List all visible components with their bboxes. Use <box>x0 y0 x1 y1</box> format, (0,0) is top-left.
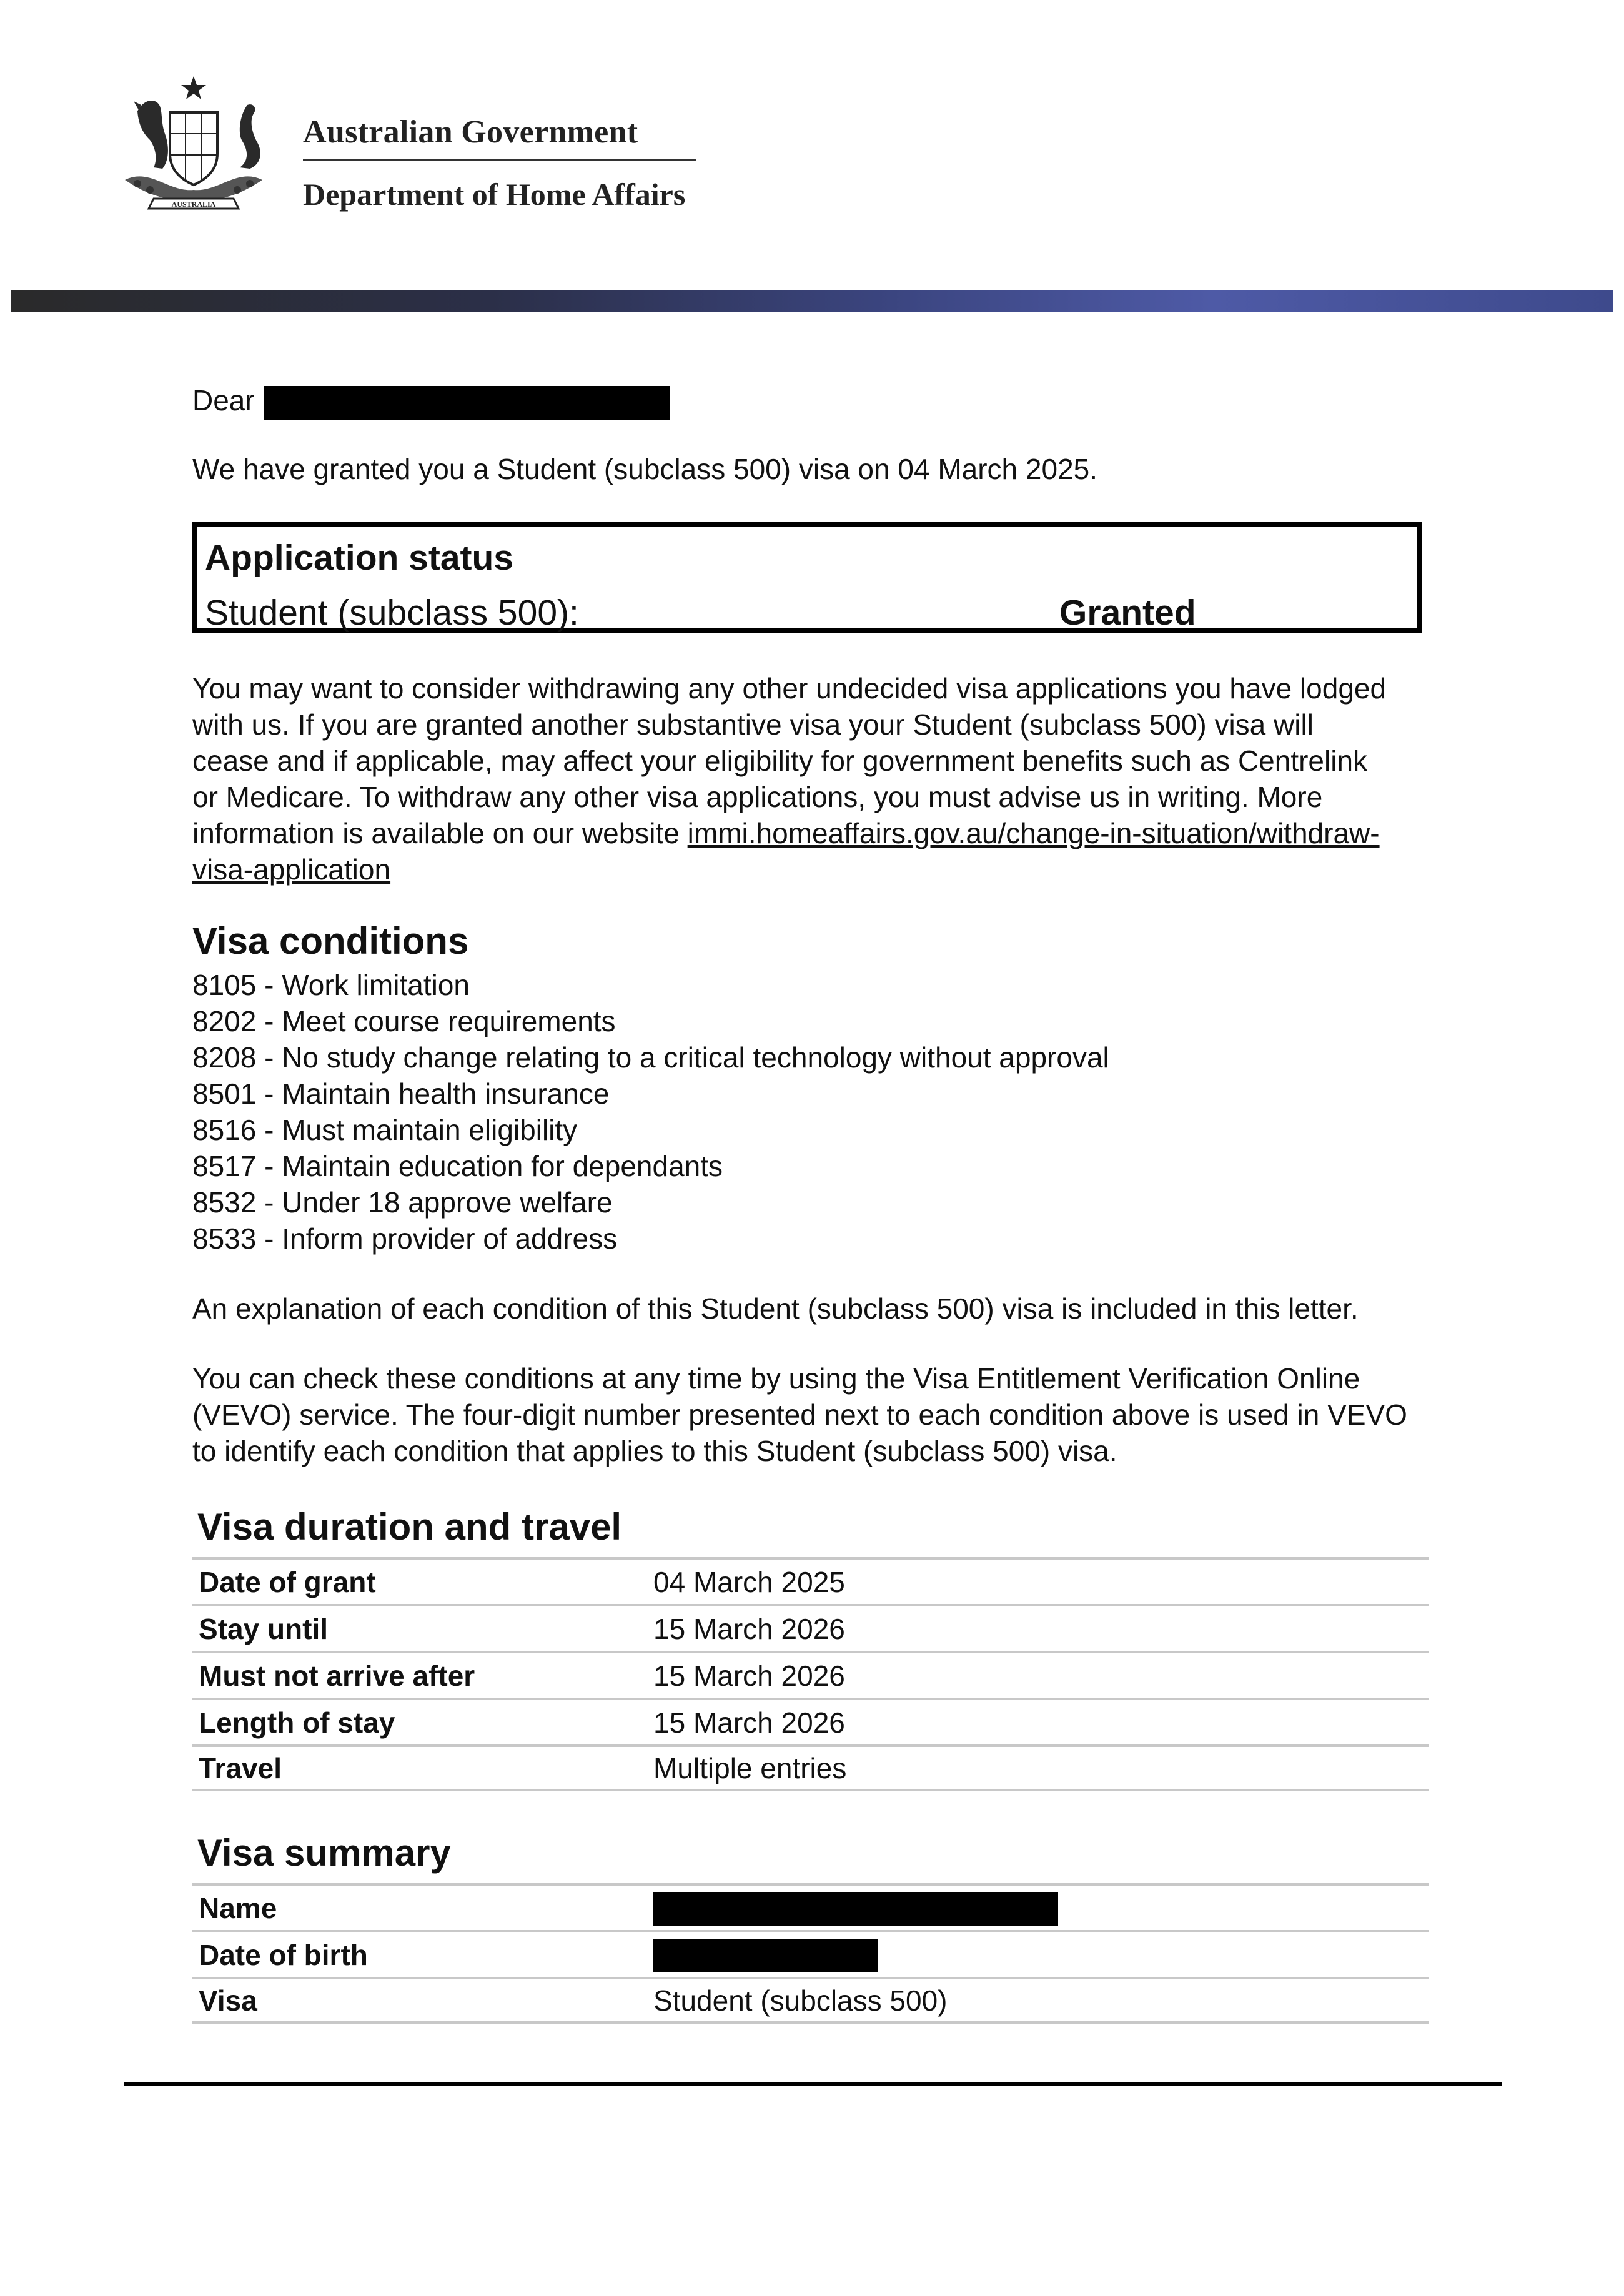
table-row <box>192 1744 1429 1791</box>
status-label: Student (subclass 500): <box>205 593 579 633</box>
table-row <box>192 1651 1429 1698</box>
row-label: Date of grant <box>199 1565 376 1598</box>
grant-intro: We have granted you a Student (subclass 500) visa on 04 March 2025. <box>192 453 1098 485</box>
condition-item: 8517 - Maintain education for dependants <box>192 1150 723 1182</box>
status-title: Application status <box>205 538 514 578</box>
condition-item: 8532 - Under 18 approve welfare <box>192 1186 613 1219</box>
row-label: Length of stay <box>199 1706 395 1739</box>
duration-table <box>192 1557 1429 1791</box>
row-value: 15 March 2026 <box>653 1659 845 1692</box>
redacted-date-of-birth <box>653 1939 878 1972</box>
row-value: Student (subclass 500) <box>653 1984 948 2017</box>
agency-name <box>303 114 696 212</box>
redacted-recipient-name <box>264 386 670 420</box>
conditions-explanation: An explanation of each condition of this Student (subclass 500) visa is included in this letter. <box>192 1292 1359 1325</box>
table-row <box>192 1977 1429 2024</box>
coat-of-arms-icon <box>100 74 287 217</box>
crest-scroll-text: AUSTRALIA <box>171 200 216 209</box>
vevo-paragraph: You can check these conditions at any time by using the Visa Entitlement Verification Online (VEVO) service. The four-digit number presented next to each condition above is used in VEVO to identify each condition that applies to this Student (subclass 500) visa. <box>192 1362 1407 1467</box>
condition-item: 8202 - Meet course requirements <box>192 1005 616 1037</box>
row-value: Multiple entries <box>653 1751 847 1784</box>
summary-heading: Visa summary <box>197 1832 451 1874</box>
table-row <box>192 1604 1429 1651</box>
table-row <box>192 1883 1429 1930</box>
condition-item: 8516 - Must maintain eligibility <box>192 1114 578 1146</box>
salutation: Dear <box>192 384 255 417</box>
conditions-list <box>192 967 1109 1257</box>
footer-divider <box>124 2082 1502 2086</box>
row-label: Travel <box>199 1751 282 1784</box>
salutation-line <box>192 382 670 420</box>
condition-item: 8533 - Inform provider of address <box>192 1222 618 1255</box>
row-value: 04 March 2025 <box>653 1565 845 1598</box>
row-label: Name <box>199 1891 277 1924</box>
redacted-name <box>653 1892 1058 1926</box>
condition-item: 8208 - No study change relating to a critical technology without approval <box>192 1041 1109 1074</box>
table-row <box>192 1698 1429 1744</box>
table-row <box>192 1557 1429 1604</box>
table-row <box>192 1930 1429 1977</box>
row-label: Stay until <box>199 1612 329 1645</box>
row-label: Date of birth <box>199 1938 368 1971</box>
summary-table <box>192 1883 1429 2024</box>
duration-heading: Visa duration and travel <box>197 1506 622 1548</box>
header-band <box>11 290 1613 312</box>
conditions-heading: Visa conditions <box>192 920 469 962</box>
condition-item: 8105 - Work limitation <box>192 969 470 1001</box>
status-value: Granted <box>1059 593 1196 633</box>
row-value: 15 March 2026 <box>653 1612 845 1645</box>
withdraw-paragraph <box>192 670 1398 888</box>
application-status-box <box>192 522 1422 633</box>
withdraw-visa-link[interactable]: immi.homeaffairs.gov.au/change-in-situation/withdraw-visa-application <box>192 817 1380 886</box>
department-title: Department of Home Affairs <box>303 177 686 212</box>
row-label: Visa <box>199 1984 257 2017</box>
row-value: 15 March 2026 <box>653 1706 845 1739</box>
condition-item: 8501 - Maintain health insurance <box>192 1077 610 1110</box>
withdraw-text: You may want to consider withdrawing any other undecided visa applications you have lodged with us. If you are granted another substantive visa your Student (subclass 500) visa will cease and if applicable, may affect your eligibility for government benefits such as Centrelink or Medicare. To withdraw any other visa applications, you must advise us in writing. More information is available on our website <box>192 672 1387 849</box>
row-label: Must not arrive after <box>199 1659 475 1692</box>
government-title: Australian Government <box>303 114 696 161</box>
letterhead <box>0 0 1624 294</box>
